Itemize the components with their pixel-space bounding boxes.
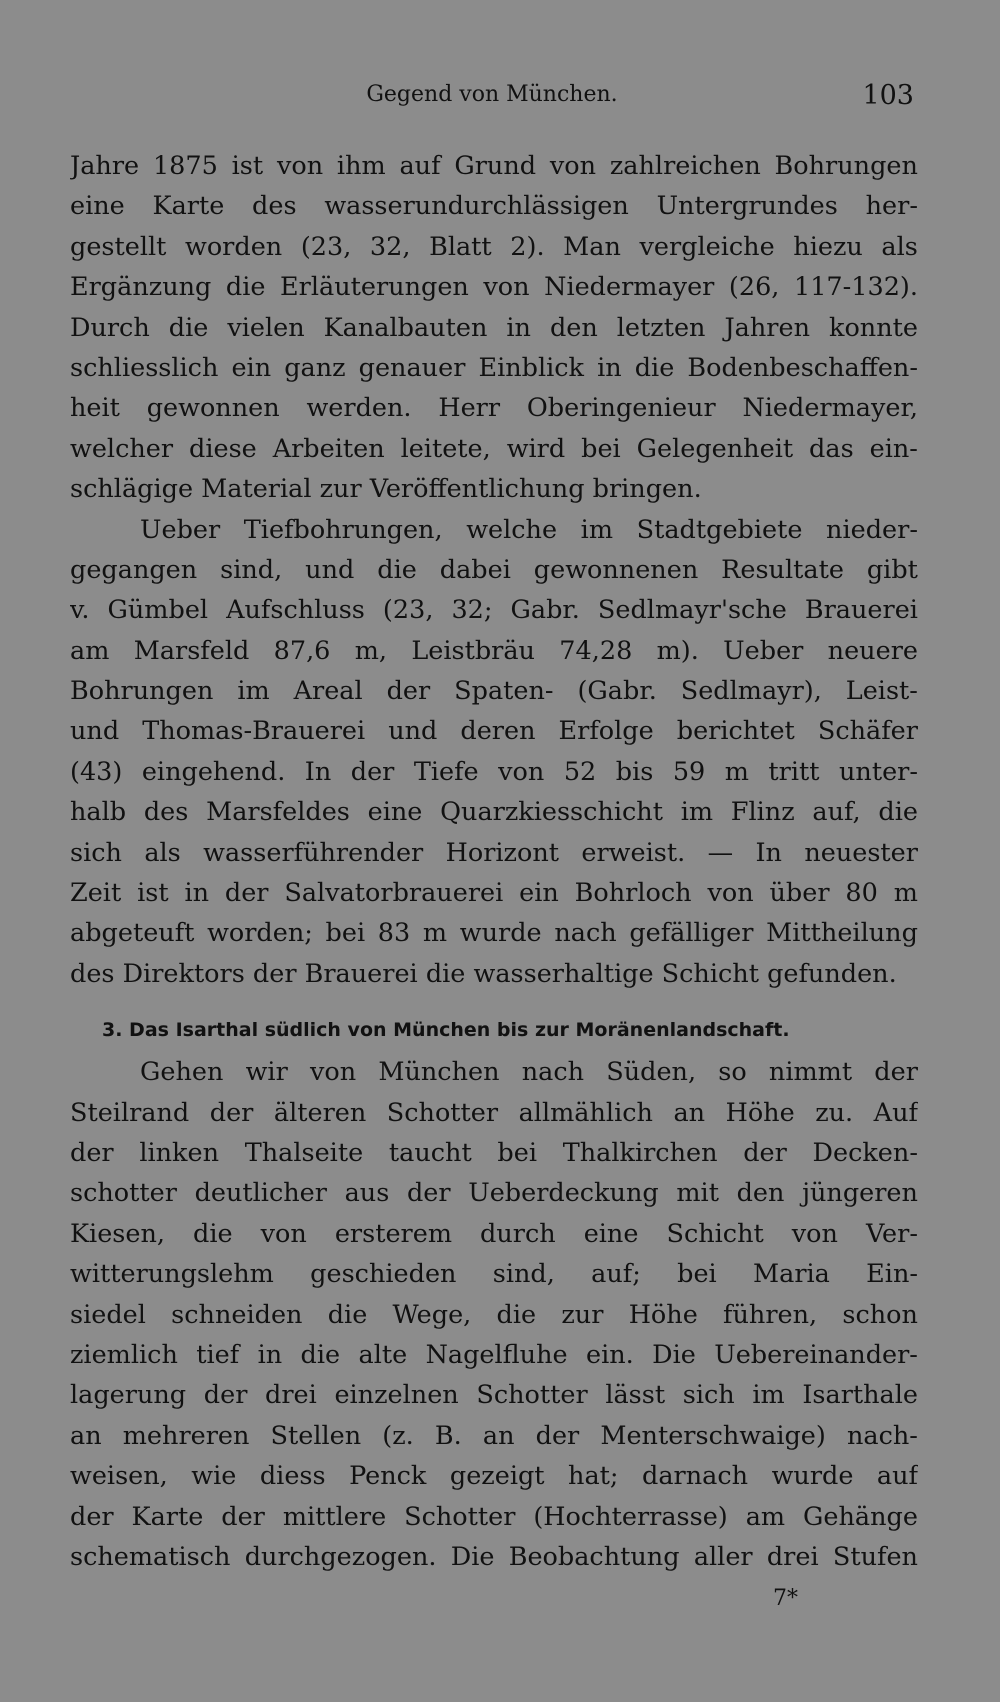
- text-line: ziemlich tief in die alte Nagelfluhe ein. Die Uebereinander-: [70, 1339, 918, 1370]
- text-line: lagerung der drei einzelnen Schotter lässt sich im Isarthale: [70, 1380, 918, 1411]
- text-line: am Marsfeld 87,6 m, Leistbräu 74,28 m). Ueber neuere: [70, 635, 918, 666]
- text-line: witterungslehm geschieden sind, auf; bei Maria Ein-: [70, 1259, 918, 1290]
- text-line: der Karte der mittlere Schotter (Hochterrasse) am Gehänge: [70, 1501, 918, 1532]
- text-line: Ueber Tiefbohrungen, welche im Stadtgebiete nieder-: [140, 514, 918, 545]
- text-line: heit gewonnen werden. Herr Oberingenieur Niedermayer,: [70, 393, 918, 424]
- text-line: der linken Thalseite taucht bei Thalkirchen der Decken-: [70, 1137, 918, 1168]
- text-line: halb des Marsfeldes eine Quarzkiesschicht im Flinz auf, die: [70, 797, 918, 828]
- text-line: weisen, wie diess Penck gezeigt hat; darnach wurde auf: [70, 1461, 918, 1492]
- text-line: gestellt worden (23, 32, Blatt 2). Man vergleiche hiezu als: [70, 231, 918, 262]
- text-line: des Direktors der Brauerei die wasserhaltige Schicht gefunden.: [70, 958, 897, 989]
- signature-mark: 7*: [773, 1586, 798, 1611]
- text-line: gegangen sind, und die dabei gewonnenen Resultate gibt: [70, 554, 918, 585]
- text-line: und Thomas-Brauerei und deren Erfolge berichtet Schäfer: [70, 716, 918, 747]
- text-line: schliesslich ein ganz genauer Einblick in die Bodenbeschaffen-: [70, 352, 918, 383]
- paragraph-1: [70, 146, 918, 510]
- text-line: schlägige Material zur Veröffentlichung bringen.: [70, 474, 702, 505]
- text-line: Zeit ist in der Salvatorbrauerei ein Bohrloch von über 80 m: [70, 878, 918, 909]
- text-line: schotter deutlicher aus der Ueberdeckung mit den jüngeren: [70, 1178, 918, 1209]
- paragraph-3: [70, 1052, 918, 1577]
- text-line: Kiesen, die von ersterem durch eine Schicht von Ver-: [70, 1218, 918, 1249]
- text-line: abgeteuft worden; bei 83 m wurde nach gefälliger Mittheilung: [70, 918, 918, 949]
- text-line: Durch die vielen Kanalbauten in den letzten Jahren konnte: [70, 312, 918, 343]
- text-line: an mehreren Stellen (z. B. an der Menterschwaige) nach-: [70, 1420, 918, 1451]
- text-line: Jahre 1875 ist von ihm auf Grund von zahlreichen Bohrungen: [70, 151, 918, 181]
- text-line: Bohrungen im Areal der Spaten- (Gabr. Sedlmayr), Leist-: [70, 676, 918, 707]
- section-heading: 3. Das Isarthal südlich von München bis zur Moränenlandschaft.: [102, 1019, 790, 1042]
- text-line: eine Karte des wasserundurchlässigen Untergrundes her-: [70, 191, 918, 222]
- text-line: Steilrand der älteren Schotter allmählich an Höhe zu. Auf: [70, 1097, 918, 1128]
- page-header: [70, 80, 914, 120]
- paragraph-2: [70, 510, 918, 995]
- page-body: [70, 146, 918, 1577]
- text-line: Gehen wir von München nach Süden, so nimmt der: [140, 1057, 918, 1088]
- text-line: (43) eingehend. In der Tiefe von 52 bis 59 m tritt unter-: [70, 756, 918, 787]
- text-line: welcher diese Arbeiten leitete, wird bei Gelegenheit das ein-: [70, 433, 918, 464]
- text-line: Ergänzung die Erläuterungen von Niedermayer (26, 117-132).: [70, 272, 918, 303]
- running-head: Gegend von München.: [366, 82, 618, 107]
- text-line: sich als wasserführender Horizont erweist. — In neuester: [70, 837, 918, 868]
- page-number: 103: [862, 80, 914, 111]
- text-line: schematisch durchgezogen. Die Beobachtung aller drei Stufen: [70, 1541, 918, 1572]
- text-line: siedel schneiden die Wege, die zur Höhe führen, schon: [70, 1299, 918, 1330]
- text-line: v. Gümbel Aufschluss (23, 32; Gabr. Sedlmayr'sche Brauerei: [70, 595, 918, 626]
